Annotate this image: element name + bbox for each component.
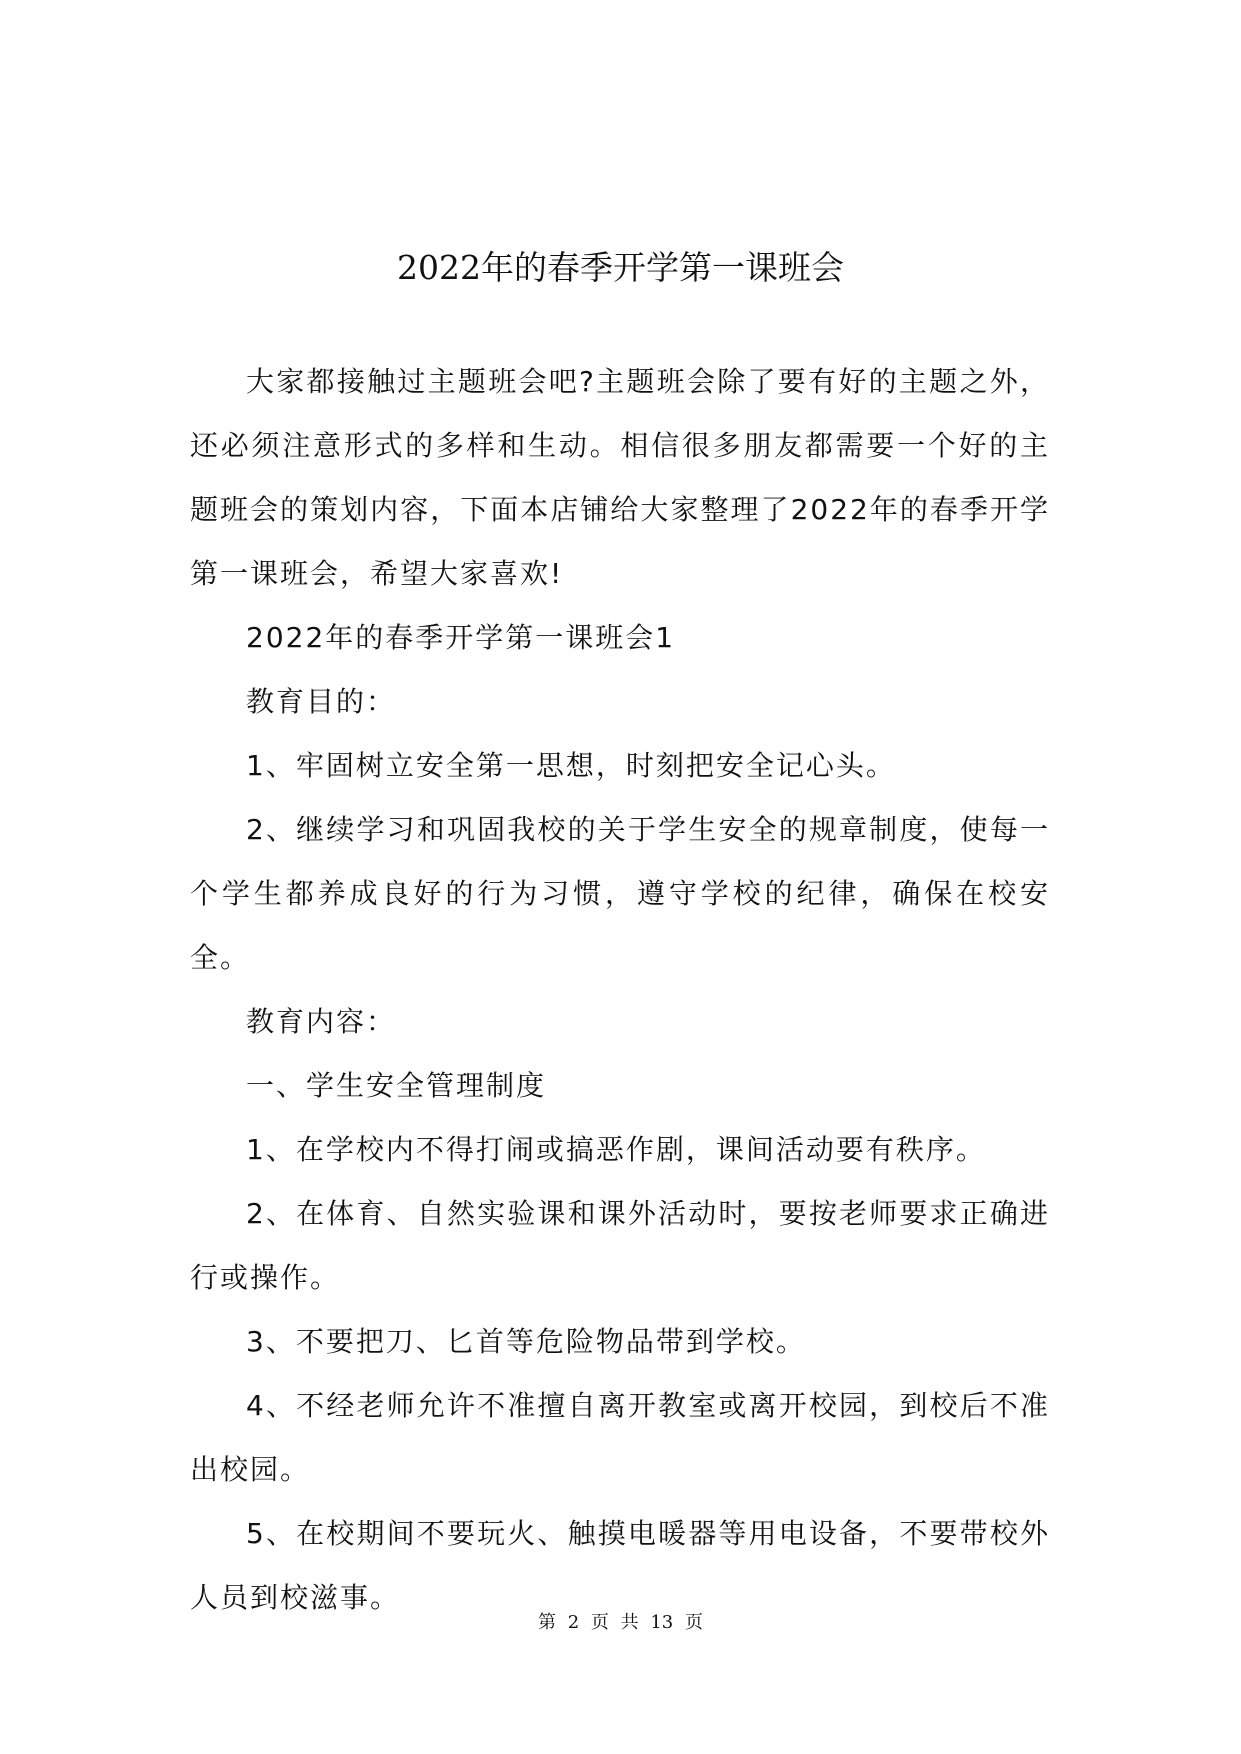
- page-footer: 第 2 页 共 13 页: [538, 1612, 703, 1633]
- goal-item: 2、继续学习和巩固我校的关于学生安全的规章制度，使每一个学生都养成良好的行为习惯，遵守学校的纪律，确保在校安全。: [190, 813, 1050, 974]
- section-heading: 2022年的春季开学第一课班会1: [246, 621, 676, 654]
- document-body: [190, 350, 1050, 1630]
- rule-item: 1、在学校内不得打闹或搞恶作剧，课间活动要有秩序。: [246, 1133, 986, 1166]
- rule-item: 5、在校期间不要玩火、触摸电暖器等用电设备，不要带校外人员到校滋事。: [190, 1517, 1050, 1614]
- education-content-heading: 教育内容：: [246, 1005, 397, 1038]
- document-title: 2022年的春季开学第一课班会: [397, 248, 844, 288]
- intro-paragraph: 大家都接触过主题班会吧?主题班会除了要有好的主题之外，还必须注意形式的多样和生动。相信很多朋友都需要一个好的主题班会的策划内容，下面本店铺给大家整理了2022年的春季开学第一课班会，希望大家喜欢!: [190, 365, 1050, 590]
- education-goal-heading: 教育目的：: [246, 685, 397, 718]
- rule-item: 2、在体育、自然实验课和课外活动时，要按老师要求正确进行或操作。: [190, 1197, 1050, 1294]
- goal-item: 1、牢固树立安全第一思想，时刻把安全记心头。: [246, 749, 896, 782]
- rule-item: 3、不要把刀、匕首等危险物品带到学校。: [246, 1325, 806, 1358]
- rule-item: 4、不经老师允许不准擅自离开教室或离开校园，到校后不准出校园。: [190, 1389, 1050, 1486]
- subsection-heading: 一、学生安全管理制度: [246, 1069, 547, 1102]
